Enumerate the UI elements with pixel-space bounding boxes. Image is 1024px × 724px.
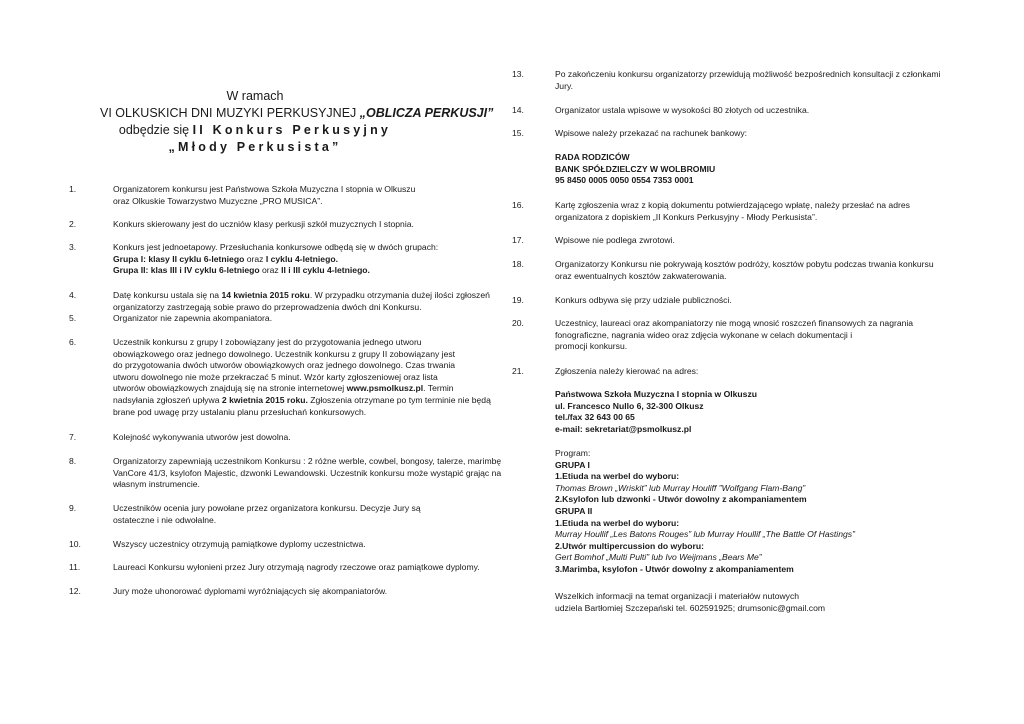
- group-2-label: Grupa II: klas III i IV cyklu 6-letniego: [113, 265, 260, 276]
- header-line-2-text: VI OLKUSKICH DNI MUZYKI PERKUSYJNEJ: [100, 106, 360, 120]
- item-number: 4.: [69, 290, 77, 300]
- text-run: utworów obowiązkowych znajdują się na stronie internetowej: [113, 383, 347, 394]
- item-text: własnym instrumencie.: [113, 479, 200, 490]
- text-run: Zgłoszenia otrzymane po tym terminie nie będą: [307, 394, 491, 405]
- item-number: 1.: [69, 184, 77, 194]
- item-number: 3.: [69, 242, 77, 252]
- item-text: Kartę zgłoszenia wraz z kopią dokumentu potwierdzającego wpłatę, należy przesłać na adres: [555, 200, 910, 210]
- item-text: VanCore 41/3, ksylofon Majestic, dzwonki Lewandowski. Uczestnik konkursu może wystąpić grając na: [113, 467, 502, 478]
- item-text: Jury.: [555, 80, 573, 91]
- item-text: fonograficzne, nagrania wideo oraz zdjęcia wykonane w celach dokumentacji i: [555, 329, 853, 340]
- school-name: Państwowa Szkoła Muzyczna I stopnia w Olkuszu: [555, 389, 757, 399]
- item-text: Organizatorem konkursu jest Państwowa Szkoła Muzyczna I stopnia w Olkuszu: [113, 184, 416, 194]
- item-text: utworu dowolnego nie może przekraczać 5 minut. Wzór karty zgłoszeniowej oraz lista: [113, 371, 438, 382]
- item-number: 8.: [69, 456, 77, 466]
- program-group-2: GRUPA II: [555, 505, 593, 516]
- item-number: 13.: [512, 69, 524, 79]
- deadline-date: 2 kwietnia 2015 roku.: [221, 394, 308, 405]
- item-number: 21.: [512, 366, 524, 376]
- group-1-cycle: I cyklu 4-letniego.: [265, 253, 338, 264]
- item-text: obowiązkowego oraz jednego dowolnego. Uczestnik konkursu z grupy II zobowiązany jest: [113, 348, 456, 359]
- program-piece: 2.Utwór multipercussion do wyboru:: [555, 540, 704, 551]
- bank-account-holder: RADA RODZICÓW: [555, 152, 630, 162]
- item-text: Organizator ustala wpisowe w wysokości 80 złotych od uczestnika.: [555, 105, 810, 115]
- item-text: Uczestników ocenia jury powołane przez organizatora konkursu. Decyzje Jury są: [113, 503, 421, 513]
- item-text: Jury może uhonorować dyplomami wyróżniających się akompaniatorów.: [113, 586, 388, 596]
- item-number: 16.: [512, 200, 524, 210]
- program-piece-options: Thomas Brown „Wriskit” lub Murray Houliff ”Wolfgang Flam-Bang”: [555, 482, 806, 493]
- program-piece-options: Murray Houllif „Les Batons Rouges” lub Murray Houllif „The Battle Of Hastings”: [555, 529, 855, 540]
- street-address: ul. Francesco Nullo 6, 32-300 Olkusz: [555, 400, 704, 411]
- header-line-4: „Młody Perkusista”: [168, 140, 342, 154]
- contact-person: udziela Bartłomiej Szczepański tel. 602591925; drumsonic@gmail.com: [555, 602, 826, 613]
- contact-text: Wszelkich informacji na temat organizacji i materiałów nutowych: [555, 591, 800, 601]
- item-text: Konkurs odbywa się przy udziale publiczności.: [555, 295, 732, 305]
- festival-name: „OBLICZA PERKUSJI”: [359, 106, 494, 120]
- item-number: 10.: [69, 539, 81, 549]
- item-text: Wszyscy uczestnicy otrzymują pamiątkowe dyplomy uczestnictwa.: [113, 539, 366, 549]
- item-number: 7.: [69, 432, 77, 442]
- item-text: Organizator nie zapewnia akompaniatora.: [113, 313, 273, 323]
- item-text: Konkurs jest jednoetapowy. Przesłuchania konkursowe odbędą się w dwóch grupach:: [113, 242, 439, 252]
- program-piece: 3.Marimba, ksylofon - Utwór dowolny z akompaniamentem: [555, 563, 794, 574]
- document-header: [100, 88, 494, 156]
- header-line-2: [100, 105, 494, 122]
- item-number: 6.: [69, 337, 77, 347]
- text-run: . Termin: [423, 383, 454, 394]
- group-2-line: [113, 265, 513, 277]
- text-run: Datę konkursu ustala się na: [113, 290, 222, 300]
- item-number: 17.: [512, 235, 524, 245]
- program-title: Program:: [555, 448, 591, 458]
- item-text: Laureaci Konkursu wyłonieni przez Jury otrzymają nagrody rzeczowe oraz pamiątkowe dyplomy.: [113, 562, 480, 572]
- item-text: brane pod uwagę przy ustalaniu planu przesłuchań konkursowych.: [113, 406, 367, 417]
- item-text: [113, 290, 513, 302]
- item-text: organizatora z dopiskiem „II Konkurs Perkusyjny - Młody Perkusista”.: [555, 211, 818, 222]
- item-number: 18.: [512, 259, 524, 269]
- conjunction: oraz: [244, 253, 266, 264]
- item-text: [113, 395, 513, 407]
- conjunction: oraz: [259, 265, 282, 276]
- item-text: promocji konkursu.: [555, 341, 628, 352]
- program-piece: 2.Ksylofon lub dzwonki - Utwór dowolny z akompaniamentem: [555, 494, 807, 505]
- program-piece-options: Gert Bomhof „Multi Pulti” lub Ivo Weijmans „Bears Me”: [555, 552, 762, 563]
- item-text: oraz ewentualnych kosztów zakwaterowania.: [555, 270, 727, 281]
- contest-name: II Konkurs Perkusyjny: [192, 123, 392, 137]
- contest-date: 14 kwietnia 2015 roku: [221, 290, 310, 300]
- item-number: 15.: [512, 128, 524, 138]
- phone-fax: tel./fax 32 643 00 65: [555, 412, 635, 423]
- item-number: 12.: [69, 586, 81, 596]
- item-text: Konkurs skierowany jest do uczniów klasy perkusji szkół muzycznych I stopnia.: [113, 219, 414, 229]
- item-text: Organizatorzy Konkursu nie pokrywają kosztów podróży, kosztów pobytu podczas trwania konkursu: [555, 259, 934, 269]
- group-2-cycle: II i III cyklu 4-letniego.: [281, 265, 370, 276]
- item-text: Uczestnicy, laureaci oraz akompaniatorzy nie mogą wnosić roszczeń finansowych za nagrania: [555, 318, 914, 328]
- item-text: Wpisowe nie podlega zwrotowi.: [555, 235, 675, 245]
- item-text: Po zakończeniu konkursu organizatorzy przewidują możliwość bezpośrednich konsultacji z członkami: [555, 69, 941, 79]
- item-text: organizatorzy zastrzegają sobie prawo do przeprowadzenia dwóch dni Konkursu.: [113, 301, 422, 312]
- text-run: nadsyłania zgłoszeń upływa: [113, 394, 222, 405]
- bank-account-number: 95 8450 0005 0050 0554 7353 0001: [555, 175, 694, 186]
- program-piece: 1.Etiuda na werbel do wyboru:: [555, 471, 680, 482]
- item-text: oraz Olkuskie Towarzystwo Muzyczne „PRO MUSICA”.: [113, 195, 323, 206]
- item-text: Wpisowe należy przekazać na rachunek bankowy:: [555, 128, 748, 138]
- item-text: Organizatorzy zapewniają uczestnikom Konkursu : 2 różne werble, cowbel, bongosy, talerze, marimbę: [113, 456, 502, 466]
- item-text: [113, 383, 513, 395]
- group-1-line: [113, 254, 513, 266]
- website-link[interactable]: www.psmolkusz.pl: [346, 383, 424, 394]
- group-1-label: Grupa I: klasy II cyklu 6-letniego: [113, 253, 245, 264]
- item-number: 19.: [512, 295, 524, 305]
- program-piece: 1.Etiuda na werbel do wyboru:: [555, 517, 680, 528]
- item-text: do przygotowania dwóch utworów obowiązkowych oraz jednego dowolnego. Czas trwania: [113, 360, 456, 371]
- header-line-3-text: odbędzie się: [118, 123, 193, 137]
- item-number: 11.: [69, 562, 81, 572]
- program-group-1: GRUPA I: [555, 459, 590, 470]
- item-text: Kolejność wykonywania utworów jest dowolna.: [113, 432, 291, 442]
- item-number: 5.: [69, 313, 77, 323]
- header-line-3: [100, 122, 410, 139]
- bank-name: BANK SPÓŁDZIELCZY W WOLBROMIU: [555, 163, 716, 174]
- header-line-1: W ramach: [226, 89, 284, 103]
- email-address[interactable]: e-mail: sekretariat@psmolkusz.pl: [555, 423, 692, 434]
- item-text: Uczestnik konkursu z grupy I zobowiązany jest do przygotowania jednego utworu: [113, 337, 422, 347]
- item-number: 14.: [512, 105, 524, 115]
- item-number: 9.: [69, 503, 77, 513]
- item-text: ostateczne i nie odwołalne.: [113, 514, 217, 525]
- item-number: 20.: [512, 318, 524, 328]
- text-run: . W przypadku otrzymania dużej ilości zgłoszeń: [309, 290, 490, 300]
- item-number: 2.: [69, 219, 77, 229]
- item-text: Zgłoszenia należy kierować na adres:: [555, 366, 699, 376]
